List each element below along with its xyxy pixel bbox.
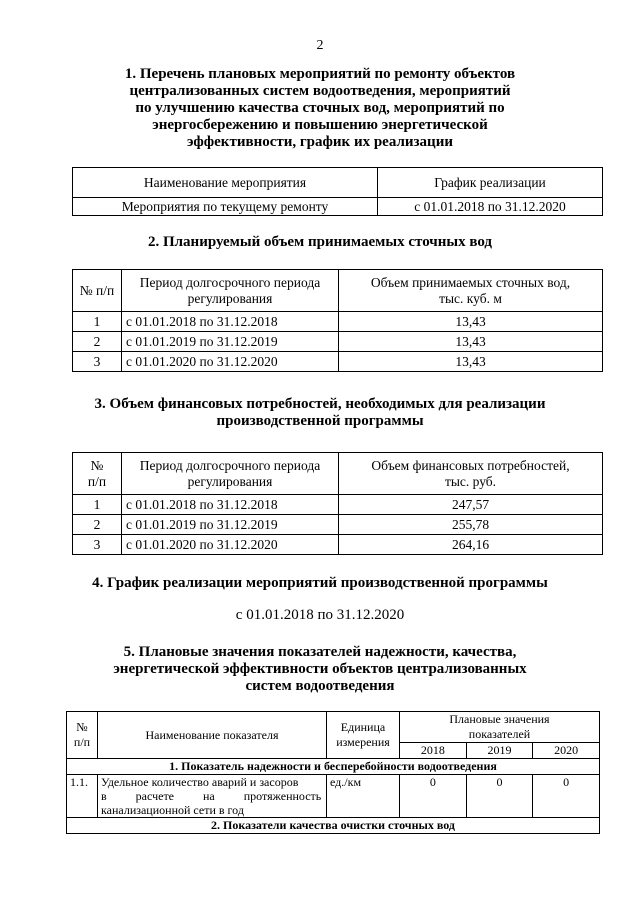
group-header: 1. Показатель надежности и бесперебойности водоотведения — [67, 759, 600, 775]
year-header: 2020 — [533, 743, 600, 759]
table-row: Мероприятия по текущему ремонту с 01.01.2018 по 31.12.2020 — [73, 198, 603, 216]
section4-title: 4. График реализации мероприятий производственной программы — [92, 575, 548, 591]
table-row: 3 с 01.01.2020 по 31.12.2020 264,16 — [73, 535, 603, 555]
table-row: 1 с 01.01.2018 по 31.12.2018 247,57 — [73, 495, 603, 515]
page-number: 2 — [316, 38, 324, 53]
table-row: 1.1. Удельное количество аварий и засоров в расчете на протяженность канализационной сети в год ед./км 0 0 0 — [67, 775, 600, 818]
col-header-finance: Объем финансовых потребностей, тыс. руб. — [339, 453, 603, 495]
year-header: 2018 — [400, 743, 467, 759]
table-row: 1 с 01.01.2018 по 31.12.2018 13,43 — [73, 312, 603, 332]
year-header: 2019 — [466, 743, 533, 759]
section3-table — [72, 452, 603, 555]
col-header-num: № п/п — [67, 712, 98, 759]
col-header-schedule: График реализации — [378, 168, 603, 198]
section2-title: 2. Планируемый объем принимаемых сточных вод — [147, 234, 493, 250]
section5-table — [66, 711, 600, 834]
col-header-num: № п/п — [73, 453, 122, 495]
section1-title: 1. Перечень плановых мероприятий по ремонту объектов централизованных систем водоотведения, мероприятий по улучшению качества сточных вод, мероприятий по энергосбережению и повышению энергетической эффективности, график их реализации — [124, 66, 516, 150]
group-header: 2. Показатели качества очистки сточных вод — [67, 818, 600, 834]
col-header-activity: Наименование мероприятия — [73, 168, 378, 198]
section1-table — [72, 167, 603, 216]
table-row: 2 с 01.01.2019 по 31.12.2019 255,78 — [73, 515, 603, 535]
col-header-unit: Единица измерения — [327, 712, 400, 759]
col-header-indicator: Наименование показателя — [98, 712, 327, 759]
col-header-volume: Объем принимаемых сточных вод, тыс. куб. м — [339, 270, 603, 312]
section4-period: с 01.01.2018 по 31.12.2020 — [235, 607, 405, 623]
col-header-planned: Плановые значения показателей — [400, 712, 600, 743]
section2-table — [72, 269, 603, 372]
col-header-num: № п/п — [73, 270, 122, 312]
section5-title: 5. Плановые значения показателей надежности, качества, энергетической эффективности объектов централизованных систем водоотведения — [113, 644, 527, 694]
table-row: 3 с 01.01.2020 по 31.12.2020 13,43 — [73, 352, 603, 372]
col-header-period: Период долгосрочного периода регулирования — [122, 453, 339, 495]
col-header-period: Период долгосрочного периода регулирования — [122, 270, 339, 312]
section3-title: 3. Объем финансовых потребностей, необходимых для реализации производственной программы — [94, 396, 546, 429]
table-row: 2 с 01.01.2019 по 31.12.2019 13,43 — [73, 332, 603, 352]
